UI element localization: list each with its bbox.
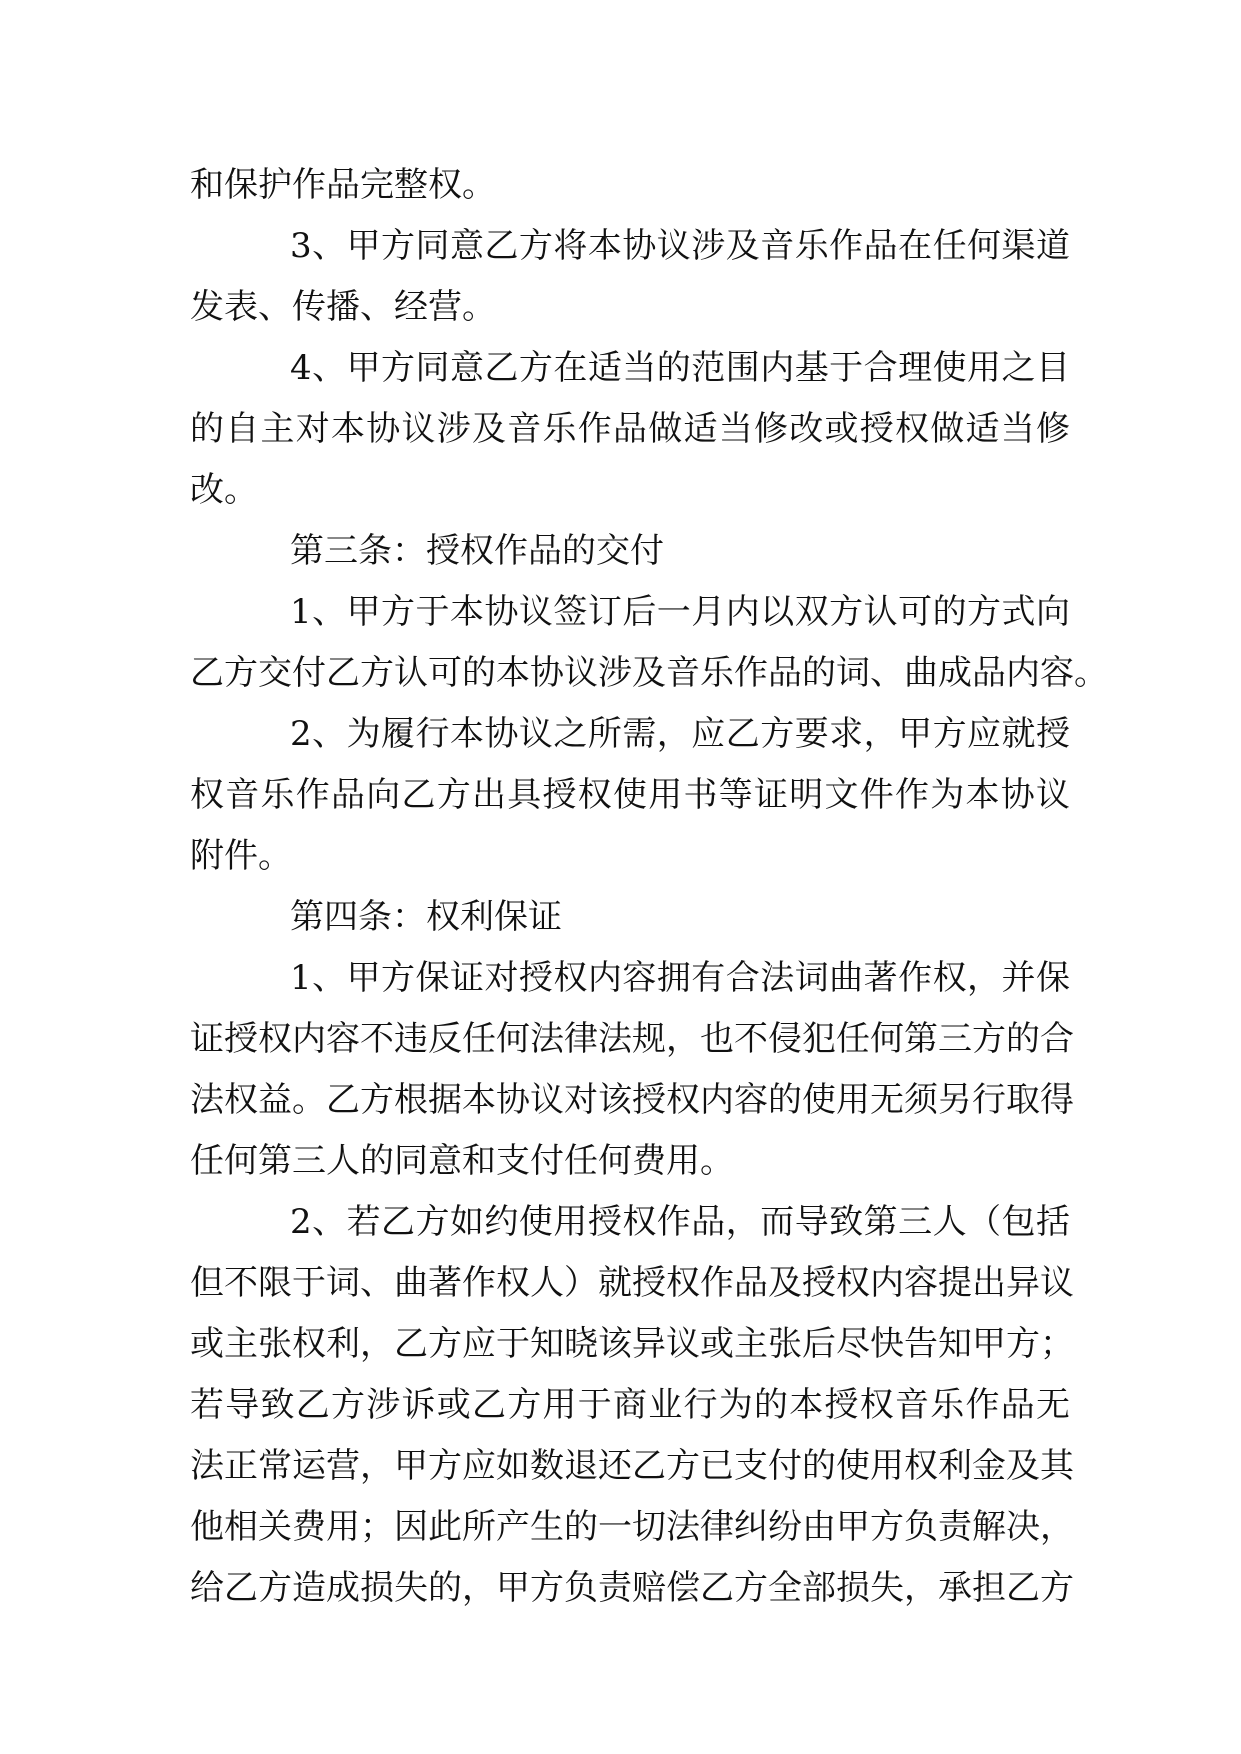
text-line: 他相关费用；因此所产生的一切法律纠纷由甲方负责解决， xyxy=(190,1507,1074,1547)
text-line: 改。 xyxy=(190,470,258,510)
text-line: 4、甲方同意乙方在适当的范围内基于合理使用之目 xyxy=(290,348,1070,388)
section-heading: 第三条：授权作品的交付 xyxy=(290,531,664,571)
text-line: 权音乐作品向乙方出具授权使用书等证明文件作为本协议 xyxy=(190,775,1070,815)
text-line: 1、甲方于本协议签订后一月内以双方认可的方式向 xyxy=(290,592,1070,632)
text-line: 3、甲方同意乙方将本协议涉及音乐作品在任何渠道 xyxy=(290,226,1070,266)
text-line: 1、甲方保证对授权内容拥有合法词曲著作权，并保 xyxy=(290,958,1070,998)
text-line: 证授权内容不违反任何法律法规，也不侵犯任何第三方的合 xyxy=(190,1019,1074,1059)
text-line: 法正常运营，甲方应如数退还乙方已支付的使用权利金及其 xyxy=(190,1446,1074,1486)
text-line: 2、为履行本协议之所需，应乙方要求，甲方应就授 xyxy=(290,714,1070,754)
text-line: 若导致乙方涉诉或乙方用于商业行为的本授权音乐作品无 xyxy=(190,1385,1070,1425)
text-line: 或主张权利，乙方应于知晓该异议或主张后尽快告知甲方； xyxy=(190,1324,1074,1364)
text-line: 的自主对本协议涉及音乐作品做适当修改或授权做适当修 xyxy=(190,409,1070,449)
text-line: 给乙方造成损失的，甲方负责赔偿乙方全部损失，承担乙方 xyxy=(190,1568,1074,1608)
text-line: 乙方交付乙方认可的本协议涉及音乐作品的词、曲成品内容。 xyxy=(190,653,1108,693)
text-line: 任何第三人的同意和支付任何费用。 xyxy=(190,1141,734,1181)
text-line: 附件。 xyxy=(190,836,292,876)
text-line: 法权益。乙方根据本协议对该授权内容的使用无须另行取得 xyxy=(190,1080,1074,1120)
text-line: 发表、传播、经营。 xyxy=(190,287,496,327)
text-line: 和保护作品完整权。 xyxy=(190,165,496,205)
section-heading: 第四条：权利保证 xyxy=(290,897,562,937)
text-line: 但不限于词、曲著作权人）就授权作品及授权内容提出异议 xyxy=(190,1263,1074,1303)
text-line: 2、若乙方如约使用授权作品，而导致第三人（包括 xyxy=(290,1202,1070,1242)
